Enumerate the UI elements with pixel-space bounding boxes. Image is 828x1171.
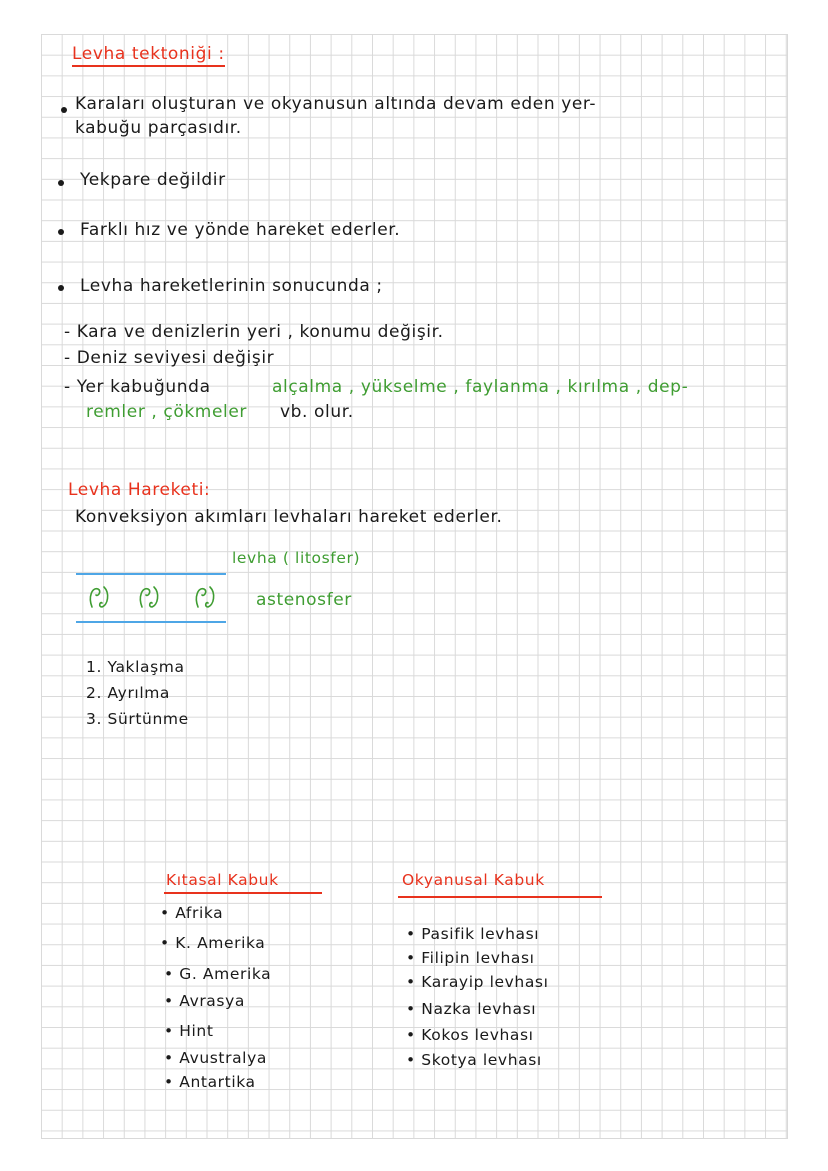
list-item: • Hint <box>164 1022 214 1040</box>
movement-type-2: 2. Ayrılma <box>86 684 171 702</box>
result-3-green-cont: remler , çökmeler <box>86 402 248 422</box>
asthenosphere-label: astenosfer <box>256 590 352 610</box>
list-item: • Nazka levhası <box>406 1000 537 1018</box>
bullet-4: Levha hareketlerinin sonucunda ; <box>80 276 383 296</box>
continental-title: Kıtasal Kabuk <box>166 871 279 889</box>
list-item: • G. Amerika <box>164 965 272 983</box>
bullet-dot <box>61 107 67 113</box>
bullet-2: Yekpare değildir <box>80 170 226 190</box>
section2-title: Levha Hareketi: <box>68 480 211 500</box>
plate-bottom-line <box>76 621 226 623</box>
section1-title: Levha tektoniği : <box>72 44 225 67</box>
list-item: • Afrika <box>160 904 224 922</box>
result-2: - Deniz seviyesi değişir <box>64 348 275 368</box>
list-item: • Filipin levhası <box>406 949 535 967</box>
bullet-1-line1: Karaları oluşturan ve okyanusun altında devam eden yer- <box>75 94 597 114</box>
result-3-start: - Yer kabuğunda <box>64 377 211 397</box>
movement-type-3: 3. Sürtünme <box>86 710 189 728</box>
convection-line: Konveksiyon akımları levhaları hareket ederler. <box>75 507 503 527</box>
list-item: • Kokos levhası <box>406 1026 534 1044</box>
oceanic-title: Okyanusal Kabuk <box>402 871 545 889</box>
list-item: • Karayip levhası <box>406 973 549 991</box>
bullet-dot <box>58 285 64 291</box>
bullet-3: Farklı hız ve yönde hareket ederler. <box>80 220 401 240</box>
movement-type-1: 1. Yaklaşma <box>86 658 185 676</box>
plate-top-line <box>76 573 226 575</box>
list-item: • Skotya levhası <box>406 1051 542 1069</box>
oceanic-underline <box>398 896 602 898</box>
result-3-end: vb. olur. <box>280 402 354 422</box>
bullet-dot <box>58 229 64 235</box>
list-item: • Antartika <box>164 1073 256 1091</box>
list-item: • Pasifik levhası <box>406 925 540 943</box>
lithosphere-label: levha ( litosfer) <box>232 549 361 567</box>
list-item: • Avustralya <box>164 1049 267 1067</box>
bullet-1-line2: kabuğu parçasıdır. <box>75 118 242 138</box>
result-1: - Kara ve denizlerin yeri , konumu değişir. <box>64 322 444 342</box>
convection-arrows-icon <box>86 583 236 615</box>
continental-underline <box>164 892 322 894</box>
list-item: • K. Amerika <box>160 934 266 952</box>
result-3-green: alçalma , yükselme , faylanma , kırılma , dep- <box>272 377 689 397</box>
list-item: • Avrasya <box>164 992 245 1010</box>
bullet-dot <box>58 180 64 186</box>
